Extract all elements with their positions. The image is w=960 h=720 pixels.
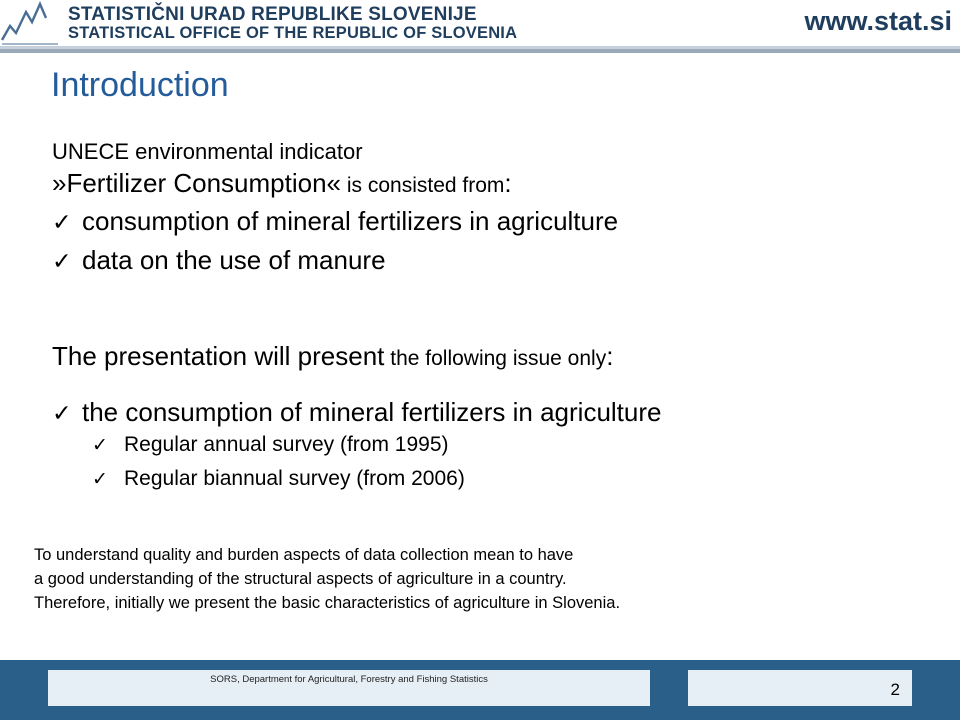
presentation-line	[52, 341, 613, 372]
paragraph-line: To understand quality and burden aspects of data collection mean to have	[34, 546, 574, 564]
sub-bullet-item	[92, 433, 449, 457]
stat-office-logo-icon	[0, 0, 60, 46]
checkmark-icon: ✓	[52, 248, 72, 274]
bullet-item	[52, 206, 618, 237]
sub-bullet-text: Regular annual survey (from 1995)	[124, 433, 449, 456]
intro-line: UNECE environmental indicator	[52, 139, 363, 164]
sub-bullet-item	[92, 467, 465, 491]
bullet-text: consumption of mineral fertilizers in agriculture	[82, 206, 619, 236]
bullet-text: data on the use of manure	[82, 245, 386, 275]
bullet-item	[52, 245, 386, 276]
footer-department-box	[48, 670, 650, 706]
slide-footer	[0, 660, 960, 720]
focus-bullet-text: the consumption of mineral fertilizers in agriculture	[82, 397, 662, 427]
org-name-english: STATISTICAL OFFICE OF THE REPUBLIC OF SLOVENIA	[68, 24, 518, 42]
explanation-paragraph	[34, 543, 620, 615]
indicator-name: »Fertilizer Consumption«	[52, 168, 342, 198]
header-divider-dark	[0, 49, 960, 53]
slide-title: Introduction	[51, 66, 229, 104]
page-number: 2	[890, 680, 900, 699]
presentation-colon: :	[606, 341, 614, 371]
website-link[interactable]: www.stat.si	[804, 6, 952, 36]
org-name-slovenian: STATISTIČNI URAD REPUBLIKE SLOVENIJE	[68, 4, 477, 25]
presentation-lead: The presentation will present	[52, 341, 385, 371]
checkmark-icon: ✓	[92, 435, 108, 456]
checkmark-icon: ✓	[52, 209, 72, 235]
indicator-colon: :	[504, 168, 512, 198]
organization-name	[68, 6, 517, 42]
footer-department: SORS, Department for Agricultural, Forestry and Fishing Statistics	[210, 674, 488, 685]
slide-header	[0, 0, 960, 58]
footer-page-box	[688, 670, 912, 706]
presentation-rest: the following issue only	[384, 347, 607, 370]
focus-bullet	[52, 397, 661, 428]
checkmark-icon: ✓	[92, 469, 108, 490]
checkmark-icon: ✓	[52, 400, 72, 426]
paragraph-line: Therefore, initially we present the basic characteristics of agriculture in Slovenia.	[34, 594, 621, 612]
paragraph-line: a good understanding of the structural aspects of agriculture in a country.	[34, 570, 567, 588]
header-divider	[0, 46, 960, 54]
indicator-suffix: is consisted from	[341, 174, 505, 197]
indicator-line	[52, 168, 512, 199]
sub-bullet-text: Regular biannual survey (from 2006)	[124, 467, 465, 490]
